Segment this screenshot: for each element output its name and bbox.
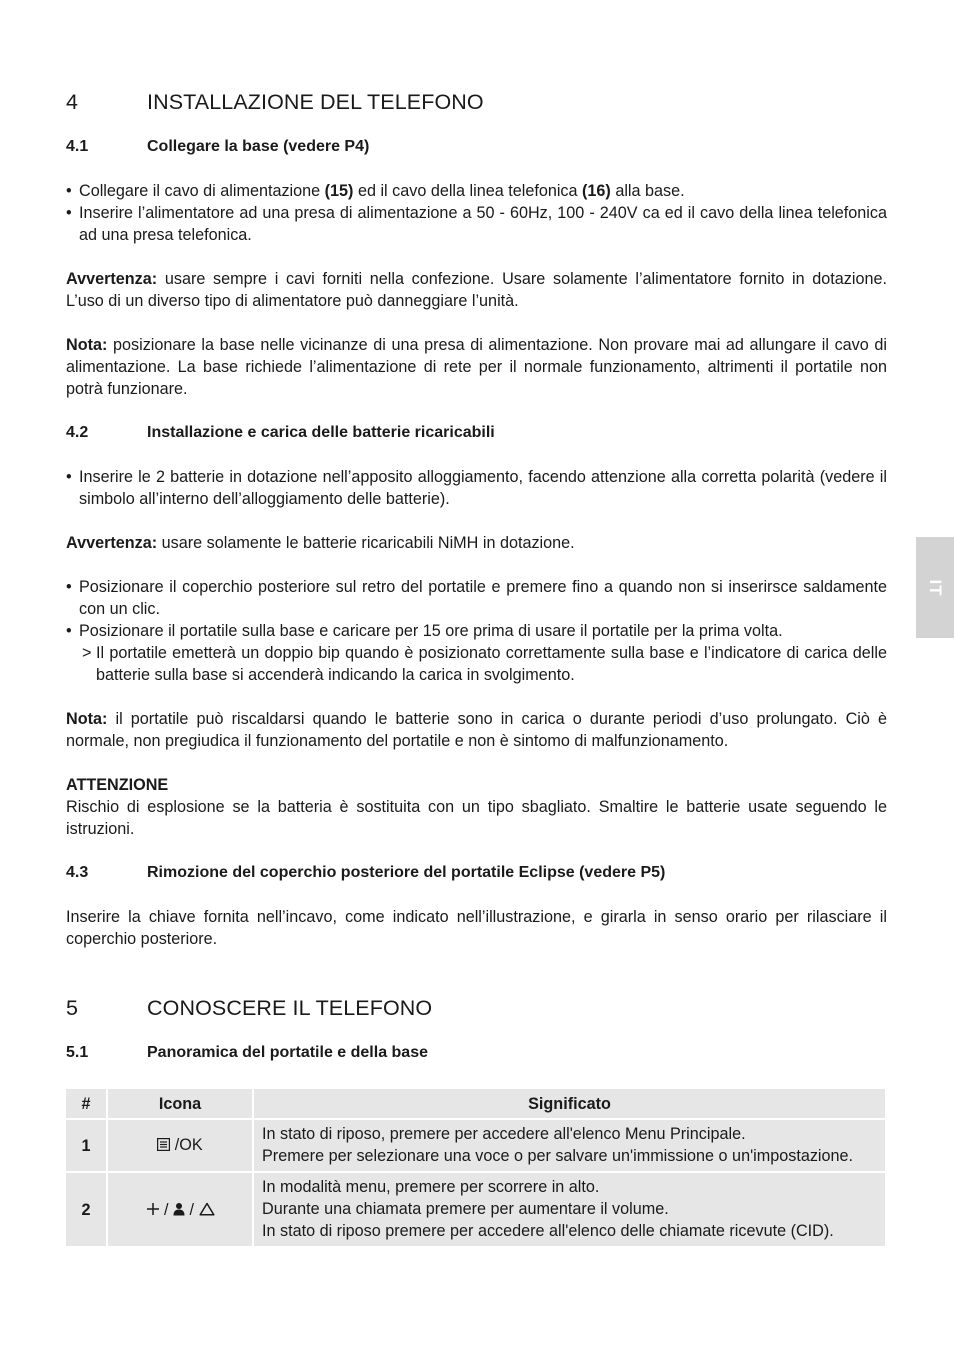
contact-icon bbox=[169, 1201, 190, 1219]
warning-paragraph bbox=[66, 268, 887, 312]
subsection-title: Panoramica del portatile e della base bbox=[147, 1044, 428, 1061]
language-tab bbox=[916, 537, 954, 638]
table-row bbox=[66, 1120, 885, 1171]
table-header-row bbox=[66, 1089, 885, 1118]
section-4-1-heading bbox=[66, 136, 887, 158]
meaning-cell bbox=[254, 1173, 885, 1246]
bullet-icon: • bbox=[66, 622, 72, 640]
arrow-marker: > bbox=[82, 644, 92, 662]
meaning-line: Premere per selezionare una voce o per salvare un'immissione o un'impostazione. bbox=[262, 1147, 854, 1165]
menu-icon bbox=[157, 1137, 174, 1154]
caution-label: ATTENZIONE bbox=[66, 776, 169, 794]
list-item-text: Inserire le 2 batterie in dotazione nell’apposito alloggiamento, facendo attenzione alla corretta polarità (vedere il simbolo all’interno dell’alloggiamento delle batterie). bbox=[79, 468, 887, 508]
caution-title bbox=[66, 774, 887, 796]
body-paragraph: Inserire la chiave fornita nell’incavo, come indicato nell’illustrazione, e girarla in senso orario per rilasciare il coperchio posteriore. bbox=[66, 908, 887, 948]
bullet-icon: • bbox=[66, 182, 72, 200]
warning-text: usare sempre i cavi forniti nella confezione. Usare solamente l’alimentatore fornito in dotazione. L’uso di un diverso tipo di alimentatore può danneggiare l’unità. bbox=[66, 270, 887, 310]
note-text: posizionare la base nelle vicinanze di una presa di alimentazione. Non provare mai ad allungare il cavo di alimentazione. La base richiede l’alimentazione di rete per il normale funzionamento, altrimenti il portatile non potrà funzionare. bbox=[66, 336, 887, 398]
reference-number: (15) bbox=[324, 182, 354, 200]
list-item bbox=[66, 180, 887, 202]
icon-cell bbox=[108, 1173, 252, 1246]
separator: / bbox=[164, 1200, 169, 1219]
bullet-icon: • bbox=[66, 578, 72, 596]
section-4-3-heading bbox=[66, 862, 887, 884]
icon-cell bbox=[108, 1120, 252, 1171]
sub-list-item-text: Il portatile emetterà un doppio bip quando è posizionato correttamente sulla base e l’indicatore di carica delle batterie sulla base si accenderà indicando la carica in svolgimento. bbox=[96, 644, 887, 684]
section-title: INSTALLAZIONE DEL TELEFONO bbox=[147, 90, 484, 114]
plus-icon bbox=[146, 1201, 165, 1219]
section-5-heading bbox=[66, 994, 887, 1022]
column-header-meaning: Significato bbox=[254, 1089, 885, 1118]
section-4-2-heading bbox=[66, 422, 887, 444]
subsection-number: 4.2 bbox=[66, 424, 89, 441]
list-item bbox=[66, 466, 887, 510]
list-item-text: Posizionare il coperchio posteriore sul retro del portatile e premere fino a quando non si inserirsce saldamente con un clic. bbox=[79, 578, 887, 618]
warning-text: usare solamente le batterie ricaricabili NiMH in dotazione. bbox=[157, 534, 575, 552]
subsection-title: Rimozione del coperchio posteriore del portatile Eclipse (vedere P5) bbox=[147, 864, 666, 881]
text: alla base. bbox=[610, 182, 685, 200]
warning-label: Avvertenza: bbox=[66, 270, 158, 288]
note-text: il portatile può riscaldarsi quando le batterie sono in carica o durante periodi d’uso prolungato. Ciò è normale, non pregiudica il funzionamento del portatile e non è sintomo di malfunzionamento. bbox=[66, 710, 887, 750]
document-page bbox=[66, 88, 887, 1248]
meaning-line: In stato di riposo premere per accedere all'elenco delle chiamate ricevute (CID). bbox=[262, 1222, 834, 1240]
caution-text: Rischio di esplosione se la batteria è sostituita con un tipo sbagliato. Smaltire le batterie usate seguendo le istruzioni. bbox=[66, 798, 887, 838]
sub-list-item bbox=[66, 642, 887, 686]
column-header-num: # bbox=[66, 1089, 106, 1118]
text: Collegare il cavo di alimentazione bbox=[79, 182, 325, 200]
column-header-icon: Icona bbox=[108, 1089, 252, 1118]
warning-label: Avvertenza: bbox=[66, 534, 158, 552]
subsection-number: 5.1 bbox=[66, 1044, 89, 1061]
note-paragraph bbox=[66, 334, 887, 400]
bullet-icon: • bbox=[66, 468, 72, 486]
meaning-line: Durante una chiamata premere per aumentare il volume. bbox=[262, 1200, 669, 1218]
meaning-line: In modalità menu, premere per scorrere in alto. bbox=[262, 1178, 600, 1196]
subsection-title: Collegare la base (vedere P4) bbox=[147, 138, 370, 155]
section-number: 5 bbox=[66, 996, 79, 1020]
reference-number: (16) bbox=[582, 182, 611, 200]
meaning-line: In stato di riposo, premere per accedere all'elenco Menu Principale. bbox=[262, 1125, 746, 1143]
subsection-title: Installazione e carica delle batterie ricaricabili bbox=[147, 424, 495, 441]
subsection-number: 4.1 bbox=[66, 138, 89, 155]
icon-table bbox=[64, 1087, 887, 1248]
section-5-1-heading bbox=[66, 1042, 887, 1064]
note-paragraph bbox=[66, 708, 887, 752]
separator: / bbox=[189, 1200, 194, 1219]
text: ed il cavo della linea telefonica bbox=[353, 182, 583, 200]
meaning-cell bbox=[254, 1120, 885, 1171]
table-row bbox=[66, 1173, 885, 1246]
ok-label: /OK bbox=[174, 1136, 203, 1154]
section-number: 4 bbox=[66, 90, 79, 114]
list-item-text: Inserire l’alimentatore ad una presa di alimentazione a 50 - 60Hz, 100 - 240V ca ed il cavo della linea telefonica ad una presa telefonica. bbox=[79, 204, 887, 244]
bullet-icon: • bbox=[66, 204, 72, 222]
subsection-number: 4.3 bbox=[66, 864, 89, 881]
section-4-heading bbox=[66, 88, 887, 116]
row-number: 1 bbox=[66, 1120, 106, 1171]
row-number: 2 bbox=[66, 1173, 106, 1246]
language-tab-label: IT bbox=[926, 578, 945, 597]
list-item bbox=[66, 202, 887, 246]
list-item bbox=[66, 576, 887, 620]
section-title: CONOSCERE IL TELEFONO bbox=[147, 996, 433, 1020]
note-label: Nota: bbox=[66, 710, 108, 728]
list-item bbox=[66, 620, 887, 642]
warning-paragraph bbox=[66, 532, 887, 554]
up-triangle-icon bbox=[194, 1201, 215, 1219]
note-label: Nota: bbox=[66, 336, 108, 354]
list-item-text: Posizionare il portatile sulla base e caricare per 15 ore prima di usare il portatile per la prima volta. bbox=[79, 622, 783, 640]
